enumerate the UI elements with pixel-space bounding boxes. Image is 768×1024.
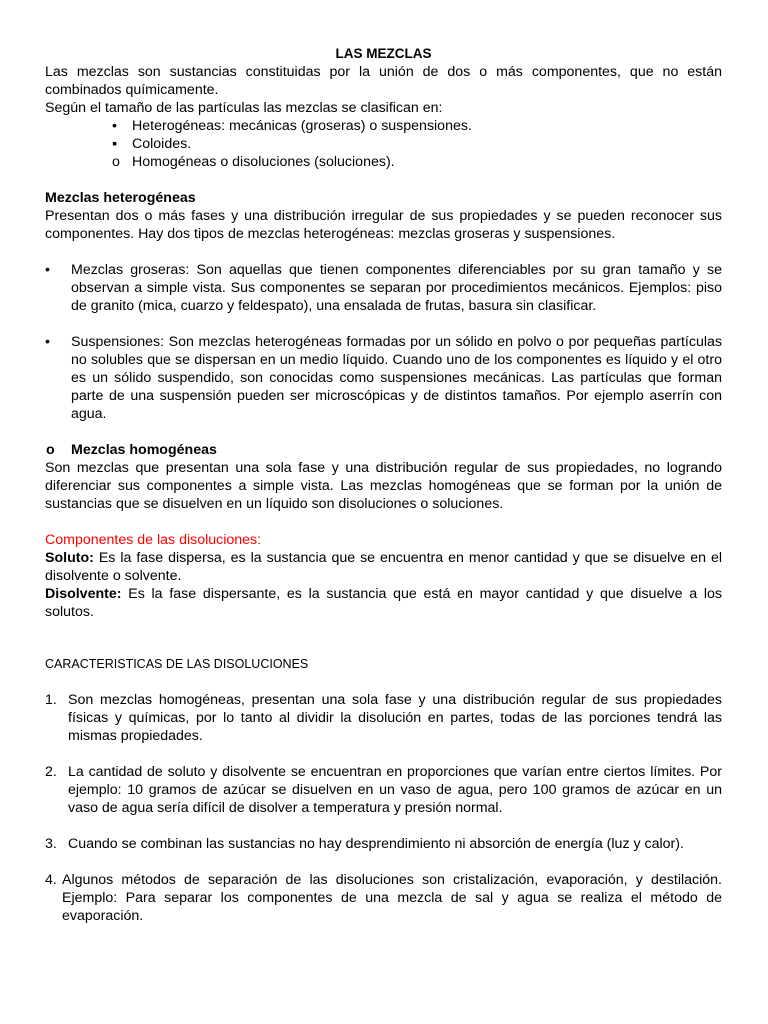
bullet-marker: • <box>112 118 117 134</box>
bullet-marker: ▪ <box>112 136 118 152</box>
numbered-item: 2. La cantidad de soluto y disolvente se encuentran en proporciones que varían entre ciertos límites. Por ejemplo: 10 gramos de azúcar se disuelven en un vaso de agua, pero 100 gramos de azúcar en un vaso de agua sería difícil de disolver a temperatura y presión normal. <box>45 764 722 816</box>
item-number: 2. <box>45 764 57 780</box>
bullet-marker: • <box>45 262 50 278</box>
bullet-item-groseras: • Mezclas groseras: Son aquellas que tienen componentes diferenciables por su gran tamaño y se observan a simple vista. Sus componentes se separan por procedimientos mecánicos. Ejemplos: piso de granito (mica, cuarzo y feldespato), una ensalada de frutas, basura sin clasificar. <box>45 262 722 314</box>
heterogeneas-heading: Mezclas heterogéneas <box>45 190 196 206</box>
item-number: 1. <box>45 692 57 708</box>
list-item: ▪ Coloides. <box>112 136 192 152</box>
bullet-marker: o <box>112 154 120 170</box>
bullet-marker: o <box>46 442 55 458</box>
item-number: 4. <box>45 872 57 888</box>
heterogeneas-text: Presentan dos o más fases y una distribución irregular de sus propiedades y se pueden reconocer sus componentes. Hay dos tipos de mezclas heterogéneas: mezclas groseras y suspensiones. <box>45 208 722 242</box>
list-item: o Homogéneas o disoluciones (soluciones). <box>112 154 395 170</box>
soluto-definition: Soluto: Es la fase dispersa, es la sustancia que se encuentra en menor cantidad y que se disuelve en el disolvente o solvente. <box>45 550 722 584</box>
intro-paragraph: Las mezclas son sustancias constituidas por la unión de dos o más componentes, que no están combinados químicamente. <box>45 64 722 98</box>
homogeneas-heading: o Mezclas homogéneas <box>46 442 217 458</box>
classification-intro: Según el tamaño de las partículas las mezclas se clasifican en: <box>45 100 443 116</box>
disolvente-definition: Disolvente: Es la fase dispersante, es la sustancia que está en mayor cantidad y que disuelve a los solutos. <box>45 586 722 620</box>
numbered-item: 4. Algunos métodos de separación de las disoluciones son cristalización, evaporación, y destilación. Ejemplo: Para separar los componentes de una mezcla de sal y agua se realiza el método de evaporación. <box>45 872 722 924</box>
componentes-heading: Componentes de las disoluciones: <box>45 532 262 548</box>
list-item: • Heterogéneas: mecánicas (groseras) o suspensiones. <box>112 118 472 134</box>
numbered-item: 3. Cuando se combinan las sustancias no hay desprendimiento ni absorción de energía (luz y calor). <box>45 836 684 852</box>
item-number: 3. <box>45 836 57 852</box>
bullet-marker: • <box>45 334 50 350</box>
bullet-item-suspensiones: • Suspensiones: Son mezclas heterogéneas formadas por un sólido en polvo o por pequeñas partículas no solubles que se dispersan en un medio líquido. Cuando uno de los componentes es líquido y el otro es un sólido suspendido, son conocidas como suspensiones mecánicas. Las partículas que forman parte de una suspensión pueden ser microscópicas y de distintos tamaños. Por ejemplo aserrín con agua. <box>45 334 722 422</box>
homogeneas-text: Son mezclas que presentan una sola fase y una distribución regular de sus propiedades, no logrando diferenciar sus componentes a simple vista. Las mezclas homogéneas que se forman por la unión de sustancias que se disuelven en un líquido son disoluciones o soluciones. <box>45 460 722 512</box>
caracteristicas-heading: CARACTERISTICAS DE LAS DISOLUCIONES <box>45 657 309 671</box>
classification-list <box>45 117 722 171</box>
page-title: LAS MEZCLAS <box>335 46 432 61</box>
numbered-item: 1. Son mezclas homogéneas, presentan una sola fase y una distribución regular de sus propiedades físicas y químicas, por lo tanto al dividir la disolución en partes, todas de las porciones tendrá las mismas propiedades. <box>45 692 722 744</box>
